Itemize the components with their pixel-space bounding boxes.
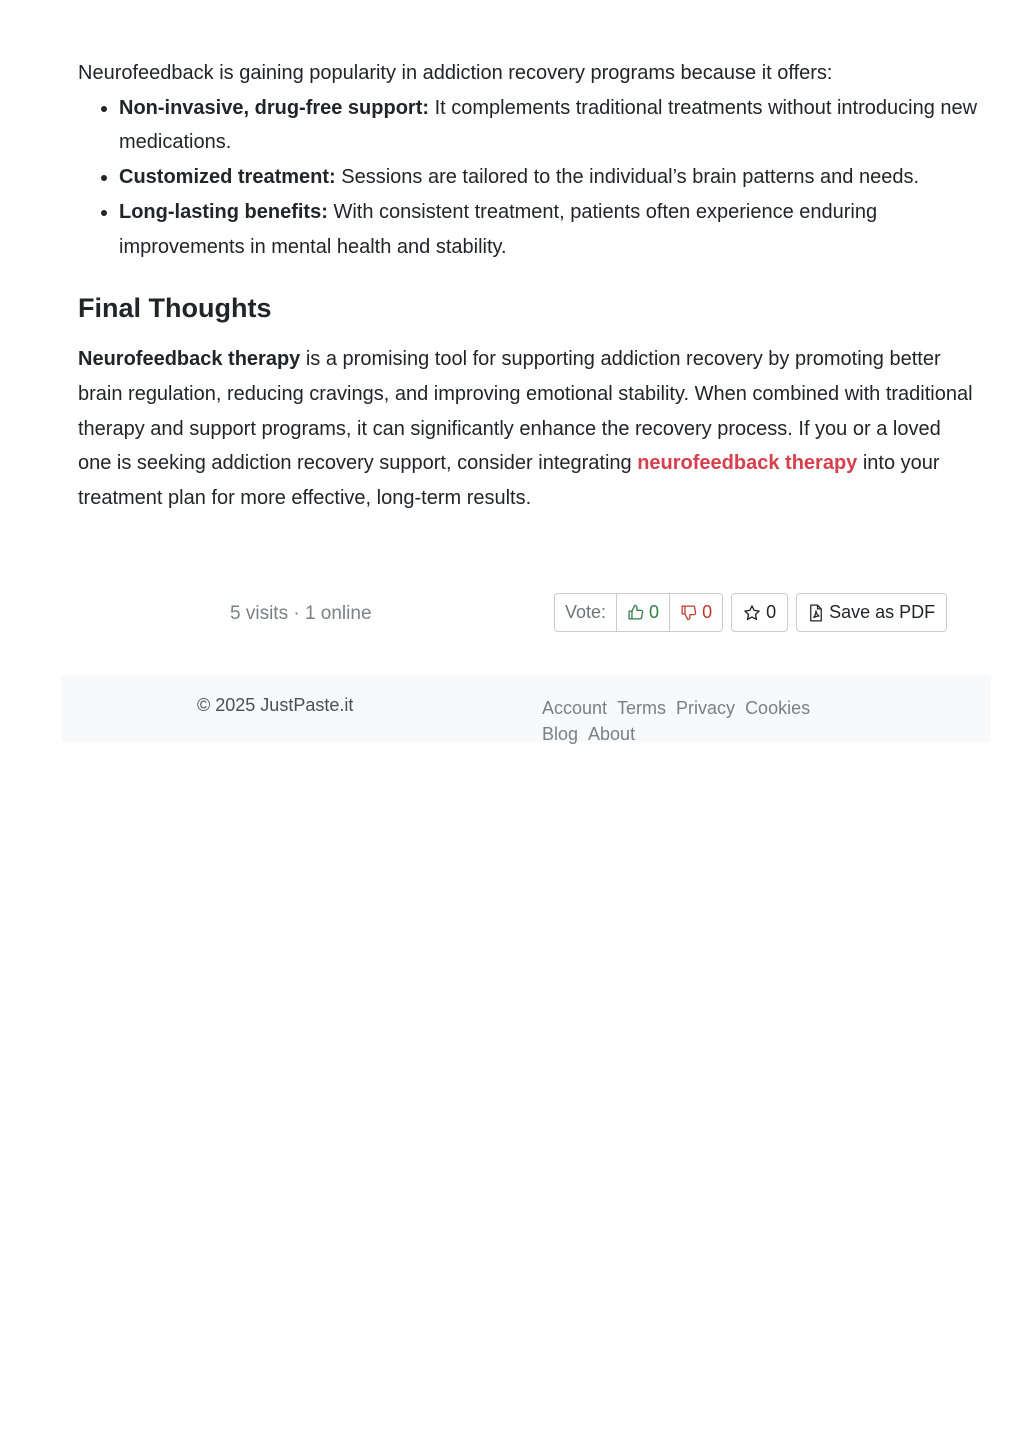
final-text-2: into your treatment plan for more effective, long-term results. [78,452,940,510]
benefit-text: Sessions are tailored to the individual’s brain patterns and needs. [335,166,920,189]
star-icon [743,604,761,622]
footer-link-account[interactable]: Account [542,698,608,718]
action-bar [554,593,947,632]
thumbs-up-icon [627,604,644,621]
save-pdf-label: Save as PDF [829,602,936,622]
page-footer [62,675,991,742]
thumbs-down-icon [680,604,697,621]
list-item [119,160,978,195]
pdf-file-icon [808,604,824,622]
visit-stats: 5 visits · 1 online [230,603,372,624]
upvote-count: 0 [649,602,660,622]
upvote-button[interactable] [616,594,669,631]
benefit-label: Long-lasting benefits: [119,200,328,223]
final-strong: Neurofeedback therapy [78,348,301,371]
article-body [78,56,978,516]
footer-link-about[interactable]: About [588,724,636,744]
final-text-1: is a promising tool for supporting addiction recovery by promoting better brain regulation, reducing cravings, and improving emotional stability. When combined with traditional therapy and support programs, it can significantly enhance the recovery process. If you or a loved one is seeking addiction recovery support, consider integrating [78,348,973,475]
list-item [119,91,978,160]
benefits-list [78,91,978,265]
intro-paragraph: Neurofeedback is gaining popularity in addiction recovery programs because it offers: [78,62,833,84]
favorite-count: 0 [766,602,777,622]
favorite-button[interactable] [731,593,788,632]
downvote-button[interactable] [669,594,722,631]
benefit-text: With consistent treatment, patients often experience enduring improvements in mental health and stability. [119,200,878,258]
list-item [119,195,978,264]
footer-link-privacy[interactable]: Privacy [676,698,736,718]
neurofeedback-therapy-link[interactable]: neurofeedback therapy [637,452,858,475]
downvote-count: 0 [702,602,713,622]
final-thoughts-heading: Final Thoughts [78,293,272,324]
vote-group [554,593,723,632]
footer-link-blog[interactable]: Blog [542,724,579,744]
footer-link-cookies[interactable]: Cookies [745,698,811,718]
final-paragraph [78,342,978,516]
footer-link-terms[interactable]: Terms [617,698,667,718]
footer-links [542,695,842,747]
benefit-label: Non-invasive, drug-free support: [119,96,430,119]
benefit-label: Customized treatment: [119,166,336,189]
save-as-pdf-button[interactable] [796,593,947,632]
benefit-text: It complements traditional treatments without introducing new medications. [119,96,978,154]
vote-label: Vote: [565,602,607,622]
copyright: © 2025 JustPaste.it [197,695,354,715]
